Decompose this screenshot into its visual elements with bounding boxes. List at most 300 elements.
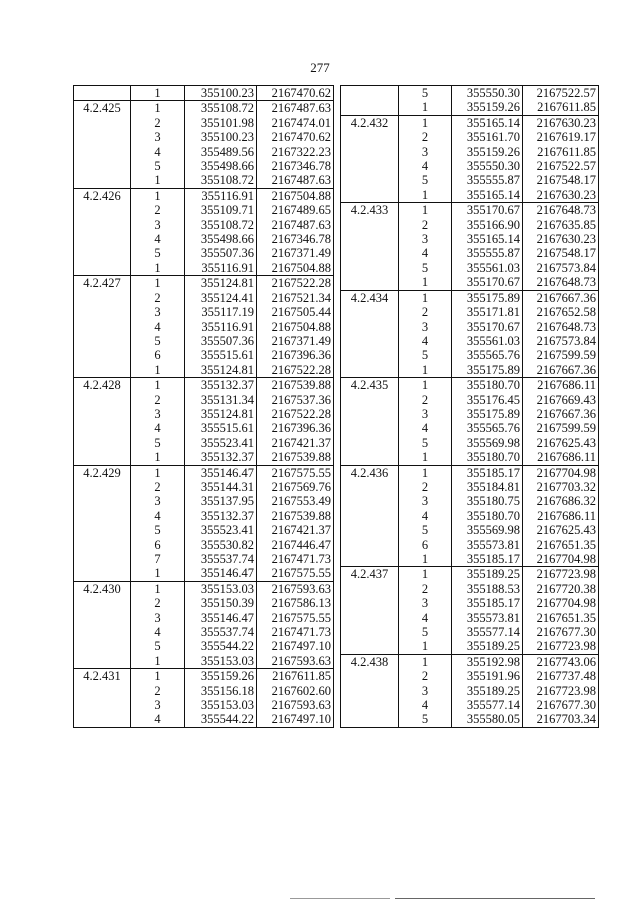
table-row xyxy=(341,509,599,523)
point-number-cell: 1 xyxy=(399,363,452,378)
table-row xyxy=(74,173,334,188)
y-coordinate-cell: 2167396.36 xyxy=(257,348,334,362)
point-number-cell: 4 xyxy=(131,421,185,435)
table-row xyxy=(74,116,334,130)
point-number-cell: 5 xyxy=(399,348,452,362)
table-row xyxy=(74,436,334,450)
y-coordinate-cell: 2167625.43 xyxy=(523,523,599,537)
x-coordinate-cell: 355577.14 xyxy=(452,625,523,639)
x-coordinate-cell: 355116.91 xyxy=(185,188,257,203)
parcel-id-cell xyxy=(341,582,399,596)
y-coordinate-cell: 2167521.34 xyxy=(257,291,334,305)
y-coordinate-cell: 2167599.59 xyxy=(523,348,599,362)
point-number-cell: 2 xyxy=(131,116,185,130)
parcel-id-cell xyxy=(74,145,131,159)
x-coordinate-cell: 355165.14 xyxy=(452,115,523,130)
x-coordinate-cell: 355523.41 xyxy=(185,523,257,537)
table-row xyxy=(74,393,334,407)
parcel-id-cell: 4.2.425 xyxy=(74,101,131,116)
parcel-id-cell: 4.2.436 xyxy=(341,465,399,480)
x-coordinate-cell: 355176.45 xyxy=(452,393,523,407)
y-coordinate-cell: 2167648.73 xyxy=(523,320,599,334)
y-coordinate-cell: 2167575.55 xyxy=(257,566,334,581)
table-row xyxy=(341,393,599,407)
y-coordinate-cell: 2167611.85 xyxy=(523,100,599,115)
point-number-cell: 4 xyxy=(131,509,185,523)
table-row xyxy=(74,130,334,144)
x-coordinate-cell: 355170.67 xyxy=(452,203,523,218)
point-number-cell: 5 xyxy=(399,712,452,727)
x-coordinate-cell: 355153.03 xyxy=(185,581,257,596)
parcel-id-cell xyxy=(74,173,131,188)
parcel-id-cell xyxy=(74,421,131,435)
parcel-id-cell xyxy=(74,552,131,566)
table-row xyxy=(341,611,599,625)
y-coordinate-cell: 2167487.63 xyxy=(257,101,334,116)
point-number-cell: 1 xyxy=(131,378,185,393)
table-row xyxy=(74,494,334,508)
point-number-cell: 1 xyxy=(399,188,452,203)
x-coordinate-cell: 355569.98 xyxy=(452,436,523,450)
table-row xyxy=(341,320,599,334)
point-number-cell: 4 xyxy=(399,334,452,348)
y-coordinate-cell: 2167651.35 xyxy=(523,538,599,552)
y-coordinate-cell: 2167504.88 xyxy=(257,320,334,334)
point-number-cell: 2 xyxy=(399,130,452,144)
y-coordinate-cell: 2167630.23 xyxy=(523,115,599,130)
point-number-cell: 3 xyxy=(131,494,185,508)
parcel-id-cell xyxy=(74,523,131,537)
point-number-cell: 1 xyxy=(131,566,185,581)
x-coordinate-cell: 355150.39 xyxy=(185,596,257,610)
point-number-cell: 1 xyxy=(131,276,185,291)
parcel-id-cell xyxy=(74,218,131,232)
y-coordinate-cell: 2167704.98 xyxy=(523,465,599,480)
table-row xyxy=(341,246,599,260)
table-row xyxy=(74,611,334,625)
x-coordinate-cell: 355185.17 xyxy=(452,596,523,610)
parcel-id-cell: 4.2.426 xyxy=(74,188,131,203)
x-coordinate-cell: 355180.70 xyxy=(452,509,523,523)
y-coordinate-cell: 2167723.98 xyxy=(523,639,599,654)
parcel-id-cell xyxy=(74,480,131,494)
x-coordinate-cell: 355170.67 xyxy=(452,275,523,290)
table-row xyxy=(74,669,334,684)
point-number-cell: 1 xyxy=(399,552,452,567)
x-coordinate-cell: 355108.72 xyxy=(185,101,257,116)
y-coordinate-cell: 2167686.11 xyxy=(523,509,599,523)
y-coordinate-cell: 2167723.98 xyxy=(523,684,599,698)
point-number-cell: 1 xyxy=(399,639,452,654)
table-row xyxy=(74,101,334,116)
table-row xyxy=(74,684,334,698)
parcel-id-cell xyxy=(74,232,131,246)
parcel-id-cell xyxy=(74,509,131,523)
x-coordinate-cell: 355132.37 xyxy=(185,450,257,465)
parcel-id-cell xyxy=(74,246,131,260)
parcel-id-cell xyxy=(74,86,131,101)
x-coordinate-cell: 355165.14 xyxy=(452,188,523,203)
x-coordinate-cell: 355153.03 xyxy=(185,698,257,712)
point-number-cell: 3 xyxy=(399,494,452,508)
y-coordinate-cell: 2167599.59 xyxy=(523,421,599,435)
parcel-id-cell xyxy=(74,116,131,130)
y-coordinate-cell: 2167396.36 xyxy=(257,421,334,435)
x-coordinate-cell: 355192.98 xyxy=(452,654,523,669)
point-number-cell: 3 xyxy=(399,232,452,246)
y-coordinate-cell: 2167635.85 xyxy=(523,218,599,232)
x-coordinate-cell: 355555.87 xyxy=(452,173,523,187)
y-coordinate-cell: 2167602.60 xyxy=(257,684,334,698)
table-row xyxy=(341,684,599,698)
point-number-cell: 3 xyxy=(399,145,452,159)
point-number-cell: 2 xyxy=(131,203,185,217)
y-coordinate-cell: 2167505.44 xyxy=(257,305,334,319)
parcel-id-cell xyxy=(74,159,131,173)
table-row xyxy=(74,305,334,319)
parcel-id-cell xyxy=(341,86,399,101)
point-number-cell: 3 xyxy=(131,218,185,232)
table-row xyxy=(74,320,334,334)
y-coordinate-cell: 2167553.49 xyxy=(257,494,334,508)
table-row xyxy=(341,480,599,494)
point-number-cell: 6 xyxy=(131,348,185,362)
parcel-id-cell xyxy=(341,552,399,567)
table-row xyxy=(341,232,599,246)
table-row xyxy=(74,581,334,596)
parcel-id-cell xyxy=(74,639,131,653)
coordinates-table-right-body xyxy=(341,86,599,728)
x-coordinate-cell: 355124.81 xyxy=(185,276,257,291)
x-coordinate-cell: 355170.67 xyxy=(452,320,523,334)
table-row xyxy=(341,203,599,218)
point-number-cell: 1 xyxy=(131,669,185,684)
table-row xyxy=(74,246,334,260)
point-number-cell: 4 xyxy=(131,145,185,159)
parcel-id-cell: 4.2.429 xyxy=(74,465,131,480)
point-number-cell: 1 xyxy=(131,101,185,116)
parcel-id-cell: 4.2.430 xyxy=(74,581,131,596)
parcel-id-cell xyxy=(341,639,399,654)
point-number-cell: 1 xyxy=(399,100,452,115)
y-coordinate-cell: 2167346.78 xyxy=(257,232,334,246)
y-coordinate-cell: 2167522.28 xyxy=(257,363,334,378)
parcel-id-cell: 4.2.432 xyxy=(341,115,399,130)
table-row xyxy=(74,625,334,639)
coordinates-table-right xyxy=(340,85,599,728)
table-row xyxy=(341,348,599,362)
table-row xyxy=(341,669,599,683)
table-row xyxy=(74,552,334,566)
y-coordinate-cell: 2167703.32 xyxy=(523,480,599,494)
x-coordinate-cell: 355165.14 xyxy=(452,232,523,246)
x-coordinate-cell: 355175.89 xyxy=(452,407,523,421)
y-coordinate-cell: 2167421.37 xyxy=(257,436,334,450)
y-coordinate-cell: 2167539.88 xyxy=(257,450,334,465)
parcel-id-cell xyxy=(341,509,399,523)
parcel-id-cell xyxy=(341,611,399,625)
table-row xyxy=(341,407,599,421)
table-row xyxy=(341,188,599,203)
y-coordinate-cell: 2167487.63 xyxy=(257,218,334,232)
table-row xyxy=(341,130,599,144)
y-coordinate-cell: 2167611.85 xyxy=(257,669,334,684)
table-row xyxy=(341,100,599,115)
parcel-id-cell xyxy=(341,145,399,159)
y-coordinate-cell: 2167704.98 xyxy=(523,596,599,610)
x-coordinate-cell: 355108.72 xyxy=(185,173,257,188)
y-coordinate-cell: 2167630.23 xyxy=(523,188,599,203)
y-coordinate-cell: 2167619.17 xyxy=(523,130,599,144)
point-number-cell: 1 xyxy=(399,115,452,130)
table-row xyxy=(341,334,599,348)
y-coordinate-cell: 2167470.62 xyxy=(257,86,334,101)
point-number-cell: 2 xyxy=(131,393,185,407)
point-number-cell: 4 xyxy=(399,246,452,260)
parcel-id-cell xyxy=(341,393,399,407)
x-coordinate-cell: 355166.90 xyxy=(452,218,523,232)
parcel-id-cell: 4.2.433 xyxy=(341,203,399,218)
x-coordinate-cell: 355489.56 xyxy=(185,145,257,159)
point-number-cell: 4 xyxy=(399,509,452,523)
parcel-id-cell xyxy=(74,363,131,378)
y-coordinate-cell: 2167371.49 xyxy=(257,334,334,348)
point-number-cell: 1 xyxy=(399,567,452,582)
point-number-cell: 5 xyxy=(399,173,452,187)
parcel-id-cell: 4.2.427 xyxy=(74,276,131,291)
x-coordinate-cell: 355544.22 xyxy=(185,712,257,727)
x-coordinate-cell: 355116.91 xyxy=(185,320,257,334)
point-number-cell: 3 xyxy=(399,684,452,698)
y-coordinate-cell: 2167737.48 xyxy=(523,669,599,683)
x-coordinate-cell: 355498.66 xyxy=(185,232,257,246)
y-coordinate-cell: 2167611.85 xyxy=(523,145,599,159)
x-coordinate-cell: 355523.41 xyxy=(185,436,257,450)
y-coordinate-cell: 2167497.10 xyxy=(257,712,334,727)
x-coordinate-cell: 355550.30 xyxy=(452,86,523,101)
point-number-cell: 4 xyxy=(131,232,185,246)
table-row xyxy=(341,465,599,480)
y-coordinate-cell: 2167548.17 xyxy=(523,246,599,260)
point-number-cell: 1 xyxy=(399,378,452,393)
point-number-cell: 6 xyxy=(399,538,452,552)
parcel-id-cell xyxy=(341,538,399,552)
x-coordinate-cell: 355146.47 xyxy=(185,465,257,480)
table-row xyxy=(341,596,599,610)
y-coordinate-cell: 2167651.35 xyxy=(523,611,599,625)
table-row xyxy=(74,291,334,305)
page-number: 277 xyxy=(310,60,330,75)
point-number-cell: 1 xyxy=(399,203,452,218)
point-number-cell: 3 xyxy=(399,320,452,334)
table-row xyxy=(341,363,599,378)
point-number-cell: 5 xyxy=(131,246,185,260)
x-coordinate-cell: 355189.25 xyxy=(452,684,523,698)
y-coordinate-cell: 2167704.98 xyxy=(523,552,599,567)
table-row xyxy=(341,712,599,727)
point-number-cell: 3 xyxy=(131,130,185,144)
table-row xyxy=(341,218,599,232)
table-row xyxy=(74,538,334,552)
y-coordinate-cell: 2167630.23 xyxy=(523,232,599,246)
table-row xyxy=(341,639,599,654)
coordinates-table-left-body xyxy=(74,86,334,728)
parcel-id-cell xyxy=(74,698,131,712)
y-coordinate-cell: 2167474.01 xyxy=(257,116,334,130)
point-number-cell: 2 xyxy=(399,669,452,683)
x-coordinate-cell: 355137.95 xyxy=(185,494,257,508)
point-number-cell: 3 xyxy=(131,407,185,421)
x-coordinate-cell: 355580.05 xyxy=(452,712,523,727)
parcel-id-cell xyxy=(341,305,399,319)
x-coordinate-cell: 355124.41 xyxy=(185,291,257,305)
point-number-cell: 2 xyxy=(399,218,452,232)
parcel-id-cell xyxy=(341,698,399,712)
x-coordinate-cell: 355100.23 xyxy=(185,86,257,101)
table-row xyxy=(74,566,334,581)
table-row xyxy=(74,407,334,421)
point-number-cell: 4 xyxy=(131,320,185,334)
footer-rule xyxy=(290,898,390,899)
y-coordinate-cell: 2167548.17 xyxy=(523,173,599,187)
parcel-id-cell xyxy=(341,494,399,508)
table-row xyxy=(74,480,334,494)
parcel-id-cell xyxy=(341,218,399,232)
parcel-id-cell xyxy=(341,363,399,378)
y-coordinate-cell: 2167537.36 xyxy=(257,393,334,407)
table-row xyxy=(74,450,334,465)
parcel-id-cell xyxy=(341,334,399,348)
point-number-cell: 2 xyxy=(131,596,185,610)
point-number-cell: 1 xyxy=(131,261,185,276)
parcel-id-cell xyxy=(74,393,131,407)
table-row xyxy=(74,86,334,101)
table-row xyxy=(74,188,334,203)
table-row xyxy=(74,218,334,232)
table-row xyxy=(74,378,334,393)
y-coordinate-cell: 2167471.73 xyxy=(257,552,334,566)
x-coordinate-cell: 355189.25 xyxy=(452,639,523,654)
parcel-id-cell xyxy=(74,320,131,334)
point-number-cell: 2 xyxy=(399,393,452,407)
y-coordinate-cell: 2167667.36 xyxy=(523,290,599,305)
x-coordinate-cell: 355544.22 xyxy=(185,639,257,653)
point-number-cell: 1 xyxy=(399,450,452,465)
x-coordinate-cell: 355161.70 xyxy=(452,130,523,144)
parcel-id-cell xyxy=(74,130,131,144)
point-number-cell: 7 xyxy=(131,552,185,566)
parcel-id-cell: 4.2.428 xyxy=(74,378,131,393)
point-number-cell: 5 xyxy=(399,436,452,450)
table-row xyxy=(74,523,334,537)
point-number-cell: 1 xyxy=(131,363,185,378)
x-coordinate-cell: 355577.14 xyxy=(452,698,523,712)
table-row xyxy=(74,654,334,669)
x-coordinate-cell: 355146.47 xyxy=(185,566,257,581)
table-row xyxy=(74,509,334,523)
parcel-id-cell xyxy=(341,246,399,260)
parcel-id-cell xyxy=(341,684,399,698)
table-row xyxy=(74,159,334,173)
table-row xyxy=(341,159,599,173)
point-number-cell: 4 xyxy=(131,712,185,727)
point-number-cell: 3 xyxy=(131,611,185,625)
y-coordinate-cell: 2167723.98 xyxy=(523,567,599,582)
y-coordinate-cell: 2167593.63 xyxy=(257,654,334,669)
table-row xyxy=(341,654,599,669)
parcel-id-cell xyxy=(74,203,131,217)
x-coordinate-cell: 355507.36 xyxy=(185,246,257,260)
x-coordinate-cell: 355180.75 xyxy=(452,494,523,508)
table-row xyxy=(74,276,334,291)
parcel-id-cell xyxy=(341,712,399,727)
parcel-id-cell xyxy=(74,436,131,450)
table-row xyxy=(74,465,334,480)
y-coordinate-cell: 2167421.37 xyxy=(257,523,334,537)
y-coordinate-cell: 2167586.13 xyxy=(257,596,334,610)
y-coordinate-cell: 2167497.10 xyxy=(257,639,334,653)
y-coordinate-cell: 2167504.88 xyxy=(257,188,334,203)
x-coordinate-cell: 355530.82 xyxy=(185,538,257,552)
point-number-cell: 5 xyxy=(399,625,452,639)
parcel-id-cell xyxy=(74,334,131,348)
parcel-id-cell xyxy=(341,159,399,173)
y-coordinate-cell: 2167575.55 xyxy=(257,611,334,625)
x-coordinate-cell: 355124.81 xyxy=(185,407,257,421)
table-row xyxy=(341,421,599,435)
point-number-cell: 4 xyxy=(399,611,452,625)
x-coordinate-cell: 355159.26 xyxy=(452,100,523,115)
parcel-id-cell xyxy=(74,261,131,276)
y-coordinate-cell: 2167522.28 xyxy=(257,407,334,421)
parcel-id-cell xyxy=(341,275,399,290)
y-coordinate-cell: 2167573.84 xyxy=(523,334,599,348)
x-coordinate-cell: 355537.74 xyxy=(185,625,257,639)
x-coordinate-cell: 355117.19 xyxy=(185,305,257,319)
table-row xyxy=(74,363,334,378)
x-coordinate-cell: 355132.37 xyxy=(185,378,257,393)
y-coordinate-cell: 2167667.36 xyxy=(523,407,599,421)
y-coordinate-cell: 2167489.65 xyxy=(257,203,334,217)
y-coordinate-cell: 2167686.11 xyxy=(523,450,599,465)
table-row xyxy=(341,378,599,393)
point-number-cell: 3 xyxy=(131,698,185,712)
y-coordinate-cell: 2167677.30 xyxy=(523,625,599,639)
x-coordinate-cell: 355109.71 xyxy=(185,203,257,217)
point-number-cell: 1 xyxy=(131,188,185,203)
y-coordinate-cell: 2167539.88 xyxy=(257,509,334,523)
y-coordinate-cell: 2167720.38 xyxy=(523,582,599,596)
point-number-cell: 2 xyxy=(131,684,185,698)
y-coordinate-cell: 2167652.58 xyxy=(523,305,599,319)
parcel-id-cell: 4.2.437 xyxy=(341,567,399,582)
x-coordinate-cell: 355175.89 xyxy=(452,363,523,378)
parcel-id-cell xyxy=(341,669,399,683)
point-number-cell: 4 xyxy=(131,625,185,639)
x-coordinate-cell: 355101.98 xyxy=(185,116,257,130)
point-number-cell: 2 xyxy=(399,305,452,319)
parcel-id-cell xyxy=(341,188,399,203)
y-coordinate-cell: 2167573.84 xyxy=(523,261,599,275)
point-number-cell: 5 xyxy=(131,159,185,173)
y-coordinate-cell: 2167322.23 xyxy=(257,145,334,159)
parcel-id-cell xyxy=(74,291,131,305)
y-coordinate-cell: 2167569.76 xyxy=(257,480,334,494)
table-row xyxy=(341,494,599,508)
x-coordinate-cell: 355144.31 xyxy=(185,480,257,494)
parcel-id-cell xyxy=(341,421,399,435)
footer-rule xyxy=(395,898,595,899)
